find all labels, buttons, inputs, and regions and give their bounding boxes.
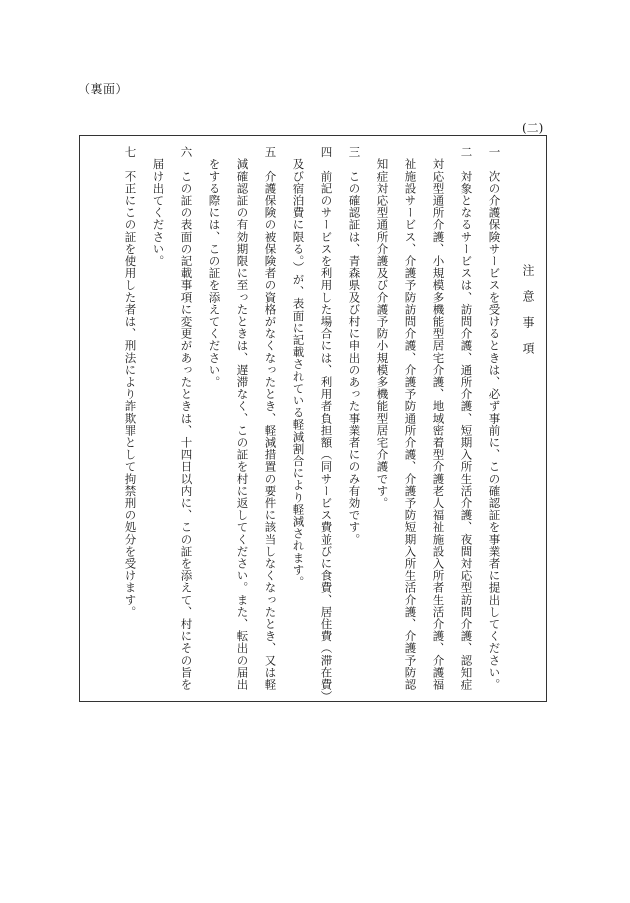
notice-line: 四 前記のサービスを利用した場合には、利用者負担額（同サービス費並びに食費、居住費（滞在費） <box>319 146 334 703</box>
notice-line: 七 不正にこの証を使用した者は、刑法により詐欺罪として拘禁刑の処分を受けます。 <box>123 146 138 618</box>
notice-line: 三 この確認証は、青森県及び村に申出のあった事業者にのみ有効です。 <box>347 146 362 546</box>
notice-line: 届け出てください。 <box>151 146 166 267</box>
notice-line: 六 この証の表面の記載事項に変更があったときは、十四日以内に、この証を添えて、村にその旨を <box>179 146 194 691</box>
notice-line: 減確認証の有効期限に至ったときは、遅滞なく、この証を村に返してください。また、転出の届出 <box>235 146 250 691</box>
side-label: （裏面） <box>78 82 129 96</box>
notice-line: 五 介護保険の被保険者の資格がなくなったとき、軽減措置の要件に該当しなくなったとき、又は軽 <box>263 146 278 691</box>
notice-line: 及び宿泊費に限る。）が、表面に記載されている軽減割合により軽減されます。 <box>291 146 306 588</box>
notice-line: をする際には、この証を添えてください。 <box>207 146 222 388</box>
notice-line: 一 次の介護保険サービスを受けるときは、必ず事前に、この確認証を事業者に提出してください。 <box>487 146 502 691</box>
notice-line: 二 対象となるサービスは、訪問介護、通所介護、短期入所生活介護、夜間対応型訪問介護、認知症 <box>459 146 474 691</box>
notice-line: 対応型通所介護、小規模多機能型居宅介護、地域密着型介護老人福祉施設入所者生活介護、介護福 <box>431 146 446 691</box>
notice-line: 祉施設サービス、介護予防訪問介護、介護予防通所介護、介護予防短期入所生活介護、介護予防認 <box>403 146 418 691</box>
notice-heading: 注意事項 <box>521 264 535 368</box>
notice-frame <box>79 135 547 702</box>
page-number: (二) <box>522 121 544 135</box>
notice-line: 知症対応型通所介護及び介護予防小規模多機能型居宅介護です。 <box>375 146 390 509</box>
